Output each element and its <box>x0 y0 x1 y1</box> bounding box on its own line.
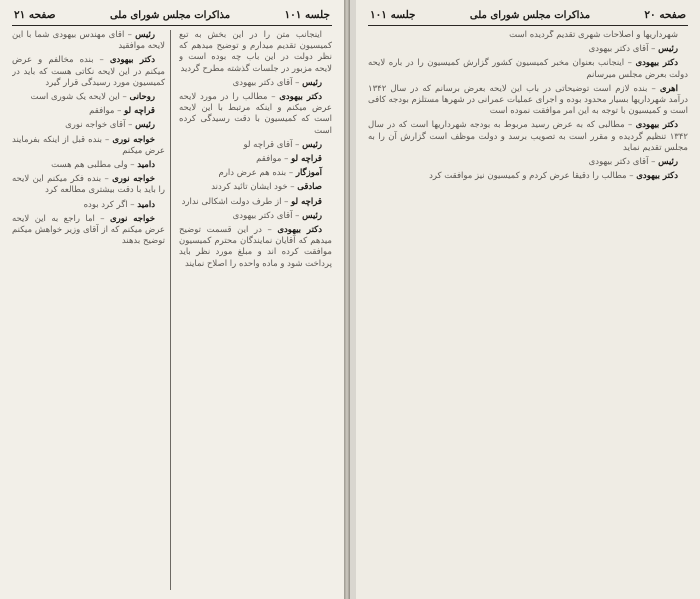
speaker-name: دامید <box>137 199 155 210</box>
speech-text: – بنده فکر میکنم این لایحه را باید با دقت بیشتری مطالعه کرد <box>12 174 165 196</box>
left-page-number: صفحه ۲۱ <box>14 9 56 21</box>
left-journal-title: مذاکرات مجلس شورای ملی <box>109 9 231 21</box>
speech-text: – بنده قبل از اینکه بفرمایند عرض میکنم <box>12 134 165 156</box>
speech-text: – آقای دکتر بیهودی <box>232 210 300 221</box>
paragraph <box>179 197 332 208</box>
speech-text: – مطالب را در مورد لایحه عرض میکنم و اینکه مرتبط با این لایحه است که کمیسیون با دقت رسیدگی کرده است <box>179 92 332 136</box>
speech-text: – اما راجع به این لایحه عرض میکنم که از آقای وزیر خواهش میکنم توضیح بدهند <box>12 213 165 247</box>
paragraph <box>12 214 165 248</box>
left-page-header <box>12 6 332 26</box>
speech-text: شهرداریها و اصلاحات شهری تقدیم گردیده است <box>509 30 678 40</box>
right-page <box>356 0 700 599</box>
speech-text: – موافقم <box>89 106 122 117</box>
paragraph <box>179 30 332 75</box>
speaker-name: دکتر بیهودی <box>635 120 678 131</box>
speech-text: – بنده لازم است توضیحاتی در باب این لایحه بعرض برسانم که در سال ۱۳۴۲ درآمد شهرداریها بسیار محدود بوده و اجرای عملیات عمرانی در شهرها مستلزم بودجه کافی است و کمیسیون با توجه به این امر موافقت نموده است <box>368 83 688 117</box>
paragraph <box>368 120 688 154</box>
paragraph <box>179 211 332 222</box>
speech-text: – آقای مهندس بیهودی شما با این لایحه موافقید <box>12 30 165 52</box>
paragraph <box>368 157 688 168</box>
speaker-name: رئیس <box>135 120 155 131</box>
speech-text: – مطالب را دقیقا عرض کردم و کمیسیون نیز موافقت کرد <box>429 171 634 182</box>
left-page <box>0 0 344 599</box>
speaker-name: دکتر بیهودی <box>635 58 678 69</box>
speech-text: – در این قسمت توضیح میدهم که آقایان نمایندگان محترم کمیسیون موافقت کرده اند و مبلغ مورد نظر باید پرداخت شود و ماده واحده را اصلاح نمایند <box>179 225 332 269</box>
paragraph <box>368 58 688 80</box>
paragraph <box>179 182 332 193</box>
speech-text: – این لایحه یک شوری است <box>30 92 127 103</box>
speaker-name: اهری <box>659 83 679 94</box>
speech-text: – بنده مخالفم و عرض میکنم در این لایحه نکاتی هست که باید در کمیسیون مورد رسیدگی قرار گیرد <box>12 55 165 88</box>
speech-text: – اینجانب بعنوان مخبر کمیسیون کشور گزارش کمیسیون را در باره لایحه دولت بعرض مجلس میرسانم <box>368 58 688 80</box>
speech-text: – خود ایشان تائید کردند <box>211 182 295 193</box>
paragraph <box>12 92 165 103</box>
page-gutter <box>344 0 350 599</box>
speech-text: – آقای دکتر بیهودی <box>588 44 656 55</box>
speaker-name: دکتر بیهودی <box>277 225 322 236</box>
paragraph <box>179 154 332 165</box>
speaker-name: روحانی <box>129 92 155 103</box>
paragraph <box>179 225 332 270</box>
speaker-name: قراچه لو <box>291 154 322 165</box>
speech-text: – آقای دکتر بیهودی <box>588 157 656 168</box>
right-session-label: جلسه ۱۰۱ <box>370 9 416 21</box>
speaker-name: رئیس <box>302 210 322 221</box>
speaker-name: دکتر بیهودی <box>636 171 678 182</box>
speech-text: – ولی مطلبی هم هست <box>51 160 135 171</box>
speaker-name: آموزگار <box>295 168 322 179</box>
speaker-name: قراچه لو <box>124 106 155 117</box>
right-page-number: صفحه ۲۰ <box>644 9 686 21</box>
speech-text: – بنده هم عرض دارم <box>218 168 294 179</box>
right-page-header <box>368 6 688 26</box>
paragraph <box>12 200 165 211</box>
speech-text: اینجانب متن را در این بخش به تبع کمیسیون تقدیم میدارم و توضیح میدهم که نظر دولت در این باب چه بوده است و لایحه مزبور در جلسات گذشته مطرح گردید <box>179 30 332 74</box>
speaker-name: رئیس <box>135 30 156 40</box>
speaker-name: رئیس <box>302 139 322 150</box>
paragraph <box>12 30 165 52</box>
speaker-name: رئیس <box>658 44 678 55</box>
paragraph <box>12 55 165 89</box>
speaker-name: خواجه نوری <box>112 134 156 145</box>
speech-text: – از طرف دولت اشکالی ندارد <box>181 196 289 207</box>
paragraph <box>368 171 688 182</box>
paragraph <box>179 168 332 179</box>
speaker-name: خواجه نوری <box>112 174 156 185</box>
paragraph <box>12 106 165 117</box>
speaker-name: رئیس <box>302 77 322 88</box>
speaker-name: رئیس <box>658 157 678 168</box>
paragraph <box>368 84 688 118</box>
speaker-name: قراچه لو <box>291 196 322 207</box>
paragraph <box>12 120 165 131</box>
paragraph <box>368 44 688 55</box>
speaker-name: خواجه نوری <box>109 213 156 224</box>
speaker-name: صادقی <box>297 182 322 193</box>
speech-text: – آقای خواجه نوری <box>65 120 133 131</box>
speaker-name: دکتر بیهودی <box>109 55 155 66</box>
right-journal-title: مذاکرات مجلس شورای ملی <box>469 9 591 21</box>
left-columns <box>12 30 332 590</box>
speaker-name: دکتر بیهودی <box>279 92 323 103</box>
left-page-right-column <box>179 30 332 590</box>
speech-text: – مطالبی که به عرض رسید مربوط به بودجه شهرداریها است که در سال ۱۳۴۲ تنظیم گردیده و مقرر است به تصویب برسد و دولت موظف است گزارش آن را به مجلس تقدیم نماید <box>368 120 688 153</box>
paragraph <box>368 30 688 41</box>
paragraph <box>179 92 332 137</box>
paragraph <box>12 160 165 171</box>
paragraph <box>179 140 332 151</box>
speech-text: – موافقم <box>256 154 289 165</box>
speaker-name: دامید <box>137 160 155 171</box>
paragraph <box>12 135 165 157</box>
paragraph <box>12 174 165 196</box>
right-page-body <box>368 30 688 590</box>
paragraph <box>179 78 332 89</box>
speech-text: – آقای دکتر بیهودی <box>232 77 300 88</box>
left-page-left-column <box>12 30 171 590</box>
left-session-label: جلسه ۱۰۱ <box>284 9 330 21</box>
speech-text: – اگر کرد بوده <box>83 199 135 210</box>
speech-text: – آقای قراچه لو <box>243 139 300 150</box>
